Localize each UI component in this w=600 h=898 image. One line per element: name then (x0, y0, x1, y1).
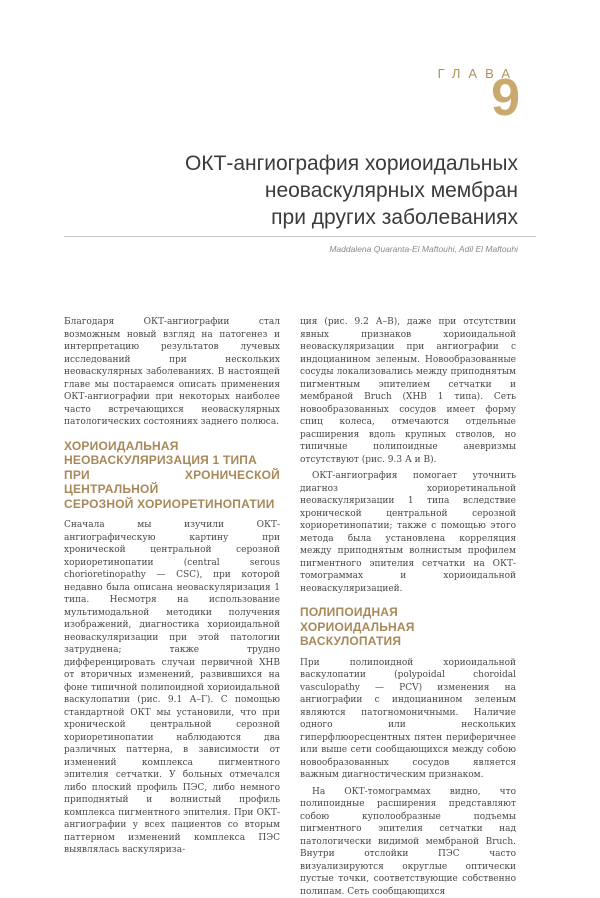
chapter-authors: Maddalena Quaranta-El Maftouhi, Adil El Maftouhi (329, 244, 518, 254)
body-paragraph: Сначала мы изучили ОКТ-ангиографическую картину при хронической центральной серозной хориоретинопатии (central serous chorioretinopathy — CSC), при которой недавно была описана неоваскуляризация 1 типа. Несмотря на использование мультимодальной методики получения изображений, диагностика хориоидальной неоваскуляризации при этой патологии затруднена; также трудно дифференцировать случаи первичной ХНВ от вторичных изменений, развившихся на фоне типичной полипоидной хориоидальной васкулопатии (рис. 9.1 А–Г). С помощью стандартной ОКТ мы установили, что при хронической центральной серозной хориоретинопатии наблюдаются два различных паттерна, в зависимости от изменений комплекса пигментного эпителия сетчатки. У больных отмечался либо плоский профиль ПЭС, либо немного приподнятый и волнистый профиль комплекса пигментного эпителия. При ОКТ-ангиографии у всех пациентов со вторым паттерном изменений комплекса ПЭС выявлялась васкуляриза- (64, 519, 280, 857)
chapter-label: ГЛАВА (438, 66, 518, 81)
section-heading-line: ПРИ ХРОНИЧЕСКОЙ ЦЕНТРАЛЬНОЙ (64, 468, 280, 497)
body-paragraph: На ОКТ-томограммах видно, что полипоидные расширения представляют собою куполообразные подъемы пигментного эпителия сетчатки над патологически видимой мембраной Bruch. Внутри отслойки ПЭС часто визуализируются округлые оптически пустые точки, соответствующие собственно полипам. Сеть сообщающихся (300, 786, 516, 898)
section-heading-pcv (300, 605, 516, 649)
body-paragraph: ОКТ-ангиография помогает уточнить диагноз хориоретинальной неоваскуляризации 1 типа вследствие хронической центральной серозной хориоретинопатии; также с помощью этого метода была установлена корреляция между приподнятым волнистым профилем пигментного эпителия сетчатки на ОКТ-томограммах и хориоидальной неоваскуляризацией. (300, 470, 516, 595)
chapter-title-line-1: ОКТ-ангиография хориоидальных неоваскулярных мембран (48, 150, 518, 204)
chapter-title (48, 150, 518, 231)
intro-paragraph: Благодаря ОКТ-ангиографии стал возможным новый взгляд на патогенез и интерпретацию результатов лучевых исследований при нескольких неоваскулярных заболеваниях. В настоящей главе мы постараемся описать применения ОКТ-ангиографии при некоторых наиболее часто встречающихся неоваскулярных патологических состояниях заднего полюса. (64, 316, 280, 429)
body-paragraph: ция (рис. 9.2 А–В), даже при отсутствии явных признаков хориоидальной неоваскуляризации при ангиографии с индоцианином зеленым. Новообразованные сосуды локализовались между приподнятым пигментным эпителием сетчатки и мембраной Bruch (ХНВ 1 типа). Сеть новообразованных сосудов имеет форму спиц колеса, отмечаются отдельные расширения вдоль крупных стволов, но типичные полипоидные аневризмы отсутствуют (рис. 9.3 А и В). (300, 316, 516, 466)
chapter-title-line-2: при других заболеваниях (48, 204, 518, 231)
right-column (300, 316, 516, 898)
chapter-number: 9 (491, 70, 520, 126)
body-paragraph: При полипоидной хориоидальной васкулопатии (polypoidal choroidal vasculopathy — PCV) изменения на ангиографии с индоцианином зеленым являются патогномоничными. Наличие одного или нескольких гиперфлюоресцентных пятен периферичнее или выше сети сообщающихся между собою новообразованных сосудов является важным диагностическим признаком. (300, 657, 516, 782)
section-heading-line: ХОРИОИДАЛЬНАЯ (64, 439, 280, 454)
section-heading-line: ПОЛИПОИДНАЯ ХОРИОИДАЛЬНАЯ (300, 605, 516, 634)
left-column (64, 316, 280, 857)
title-divider (64, 236, 536, 237)
section-heading-line: НЕОВАСКУЛЯРИЗАЦИЯ 1 ТИПА (64, 453, 280, 468)
section-heading-type1-cnv (64, 439, 280, 512)
section-heading-line: ВАСКУЛОПАТИЯ (300, 634, 516, 649)
section-heading-line: СЕРОЗНОЙ ХОРИОРЕТИНОПАТИИ (64, 497, 280, 512)
